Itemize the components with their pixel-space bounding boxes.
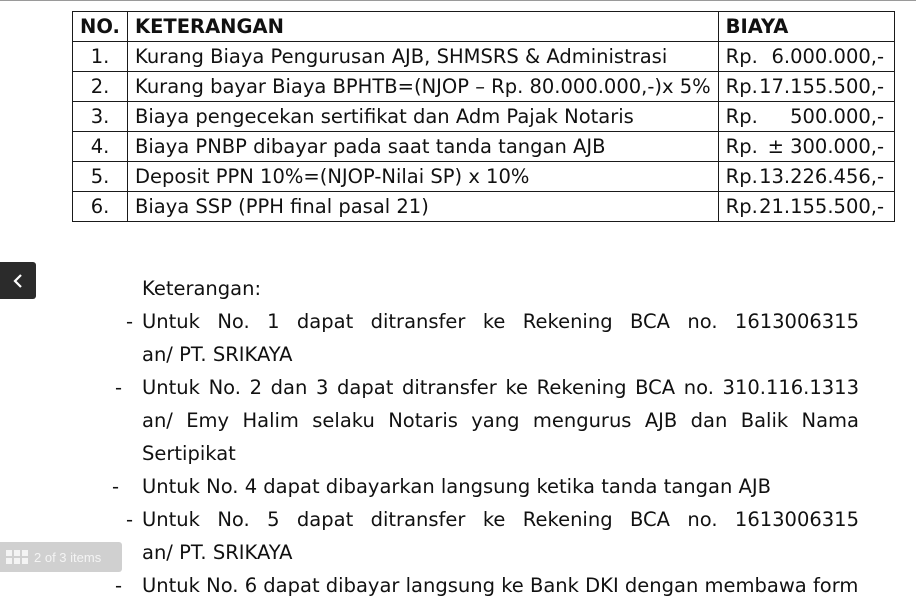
row-currency: Rp.: [725, 165, 758, 188]
row-no: 5.: [73, 162, 128, 192]
table-row: [73, 102, 895, 132]
grid-icon: [6, 550, 28, 564]
row-currency: Rp.: [725, 195, 758, 218]
note-line: an/ PT. SRIKAYA: [142, 343, 293, 366]
row-amount: 500.000,-: [790, 105, 884, 128]
row-no: 4.: [73, 132, 128, 162]
item-counter[interactable]: [0, 542, 122, 572]
note-bullet: -: [126, 508, 134, 531]
row-no: 3.: [73, 102, 128, 132]
row-keterangan: Biaya pengecekan sertifikat dan Adm Pajak Notaris: [128, 102, 719, 132]
row-amount: 6.000.000,-: [771, 45, 884, 68]
note-line: Untuk No. 5 dapat ditransfer ke Rekening BCA no. 1613006315: [142, 508, 859, 531]
note-item: [142, 503, 859, 569]
table-row: [73, 72, 895, 102]
table-header-row: [73, 12, 895, 42]
table-row: [73, 192, 895, 222]
row-biaya: [718, 132, 894, 162]
row-keterangan: Kurang bayar Biaya BPHTB=(NJOP – Rp. 80.000.000,-)x 5%: [128, 72, 719, 102]
table-row: [73, 42, 895, 72]
row-amount: ± 300.000,-: [767, 135, 884, 158]
notes-title: Keterangan:: [142, 277, 262, 300]
row-keterangan: Deposit PPN 10%=(NJOP-Nilai SP) x 10%: [128, 162, 719, 192]
note-line: Untuk No. 2 dan 3 dapat ditransfer ke Rekening BCA no. 310.116.1313: [142, 376, 859, 399]
note-line: an/ Emy Halim selaku Notaris yang mengurus AJB dan Balik Nama: [142, 409, 859, 432]
note-bullet: -: [115, 376, 123, 399]
note-item: [142, 305, 859, 371]
row-biaya: [718, 192, 894, 222]
row-no: 2.: [73, 72, 128, 102]
row-amount: 21.155.500,-: [759, 195, 884, 218]
table-row: [73, 132, 895, 162]
row-no: 1.: [73, 42, 128, 72]
header-keterangan: KETERANGAN: [128, 12, 719, 42]
row-keterangan: Kurang Biaya Pengurusan AJB, SHMSRS & Administrasi: [128, 42, 719, 72]
note-bullet: -: [126, 310, 134, 333]
note-line: Untuk No. 1 dapat ditransfer ke Rekening BCA no. 1613006315: [142, 310, 859, 333]
item-counter-label: 2 of 3 items: [34, 549, 102, 565]
row-biaya: [718, 162, 894, 192]
note-line: Untuk No. 6 dapat dibayar langsung ke Bank DKI dengan membawa form: [142, 574, 859, 597]
row-no: 6.: [73, 192, 128, 222]
note-bullet: -: [112, 475, 120, 498]
row-amount: 17.155.500,-: [759, 75, 884, 98]
row-currency: Rp.: [725, 45, 758, 68]
note-line: Untuk No. 4 dapat dibayarkan langsung ketika tanda tangan AJB: [142, 475, 771, 498]
note-line: an/ PT. SRIKAYA: [142, 541, 293, 564]
row-currency: Rp.: [725, 105, 758, 128]
row-currency: Rp.: [725, 75, 758, 98]
previous-button[interactable]: [0, 262, 36, 299]
cost-table: [72, 11, 895, 222]
row-biaya: [718, 42, 894, 72]
row-amount: 13.226.456,-: [759, 165, 884, 188]
row-biaya: [718, 102, 894, 132]
top-divider: [0, 0, 916, 1]
row-keterangan: Biaya PNBP dibayar pada saat tanda tangan AJB: [128, 132, 719, 162]
note-bullet: -: [115, 574, 123, 597]
note-item: [142, 470, 859, 503]
row-currency: Rp.: [725, 135, 758, 158]
note-item: [142, 569, 859, 602]
row-biaya: [718, 72, 894, 102]
note-item: [142, 371, 859, 470]
chevron-left-icon: [12, 273, 24, 289]
header-biaya: BIAYA: [718, 12, 894, 42]
row-keterangan: Biaya SSP (PPH final pasal 21): [128, 192, 719, 222]
table-row: [73, 162, 895, 192]
header-no: NO.: [73, 12, 128, 42]
note-line: Sertipikat: [142, 442, 236, 465]
